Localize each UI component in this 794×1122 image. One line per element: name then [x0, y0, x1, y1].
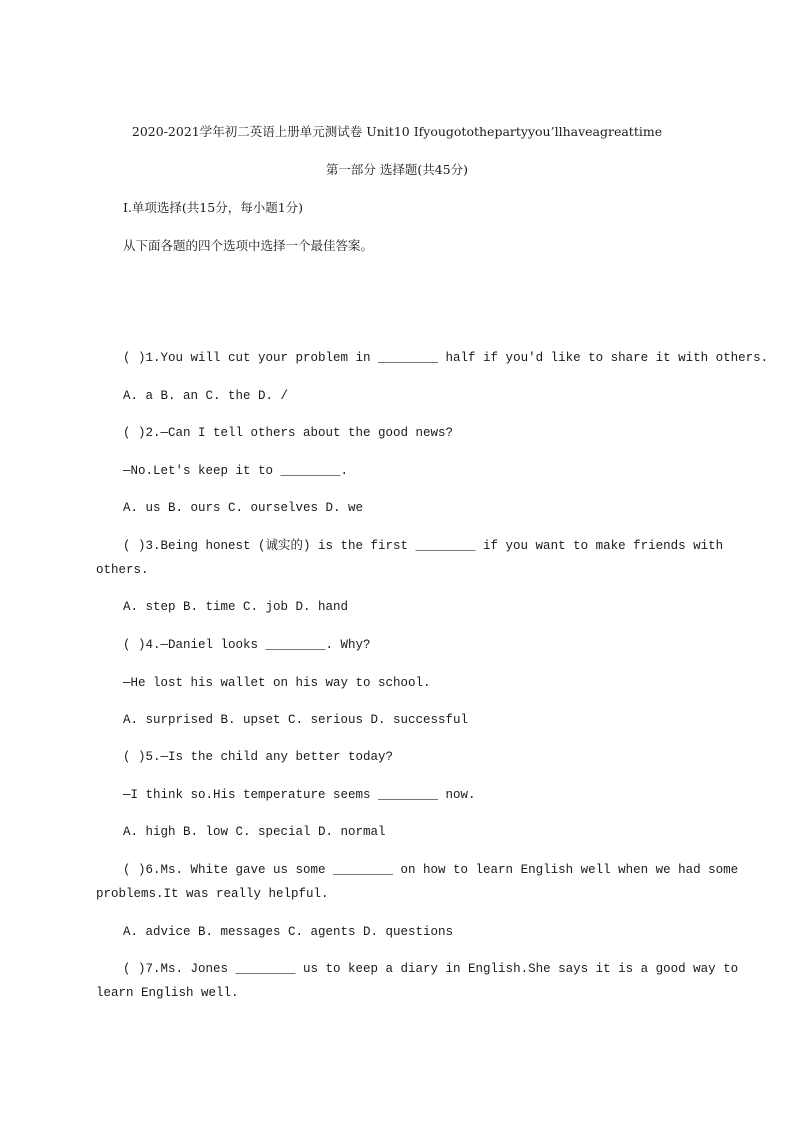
question-2-options: A. us B. ours C. ourselves D. we [123, 501, 364, 515]
section-heading: Ⅰ.单项选择(共15分，每小题1分) [123, 200, 304, 215]
question-3-stem: ( )3.Being honest (诚实的) is the first ________ if you want to make friends with [123, 539, 724, 553]
question-1-options: A. a B. an C. the D. / [123, 389, 289, 403]
question-3-options: A. step B. time C. job D. hand [123, 600, 349, 614]
question-6-options: A. advice B. messages C. agents D. questions [123, 925, 454, 939]
question-3-continuation: others. [96, 563, 149, 577]
question-5-stem: ( )5.—Is the child any better today? [123, 750, 394, 764]
question-4-options: A. surprised B. upset C. serious D. successful [123, 713, 469, 727]
exam-title: 2020-2021学年初二英语上册单元测试卷 Unit10 Ifyougotothepartyyou’llhaveagreattime [131, 124, 663, 139]
question-7-continuation: learn English well. [96, 986, 239, 1000]
part-heading: 第一部分 选择题(共45分) [325, 162, 469, 177]
question-5-options: A. high B. low C. special D. normal [123, 825, 386, 839]
question-7-stem: ( )7.Ms. Jones ________ us to keep a diary in English.She says it is a good way to [123, 962, 739, 976]
question-5-reply: —I think so.His temperature seems ________ now. [123, 788, 476, 802]
question-1-stem: ( )1.You will cut your problem in ________ half if you'd like to share it with others. [123, 351, 769, 365]
question-2-stem: ( )2.—Can I tell others about the good news? [123, 426, 454, 440]
section-instruction: 从下面各题的四个选项中选择一个最佳答案。 [123, 238, 374, 253]
question-6-continuation: problems.It was really helpful. [96, 887, 329, 901]
question-6-stem: ( )6.Ms. White gave us some ________ on how to learn English well when we had some [123, 863, 739, 877]
question-4-reply: —He lost his wallet on his way to school. [123, 676, 431, 690]
question-4-stem: ( )4.—Daniel looks ________. Why? [123, 638, 371, 652]
question-2-reply: —No.Let's keep it to ________. [123, 464, 349, 478]
